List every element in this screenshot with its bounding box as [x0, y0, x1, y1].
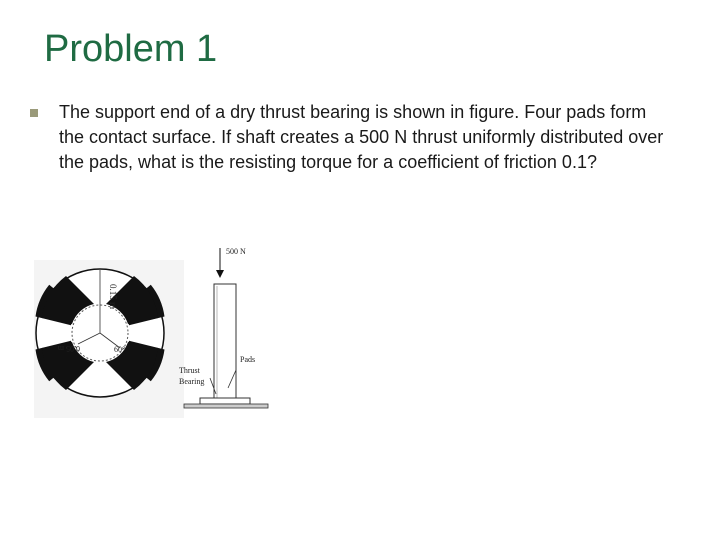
pads-label: Pads	[240, 355, 256, 364]
thrust-bearing-figure	[34, 238, 284, 420]
thrust-label-line2: Bearing	[179, 377, 205, 386]
bearing-base	[184, 404, 268, 408]
bearing-collar	[200, 398, 250, 404]
problem-text: The support end of a dry thrust bearing is shown in figure. Four pads form the contact surface. If shaft creates a 500 N thrust uniformly distributed over the pads, what is the resisting torque for a coefficient of friction 0.1?	[59, 102, 664, 172]
force-arrow-head	[216, 270, 224, 278]
slide-title: Problem 1	[44, 28, 218, 70]
bullet-square-icon	[30, 109, 38, 117]
inner-dim-label: 0.05 m	[57, 344, 80, 353]
thrust-label-line1: Thrust	[179, 366, 200, 375]
bearing-diagram	[34, 238, 284, 420]
outer-dim-label: 0.15 m	[108, 284, 118, 310]
angle-label: 60°	[114, 345, 126, 354]
bearing-top-view	[36, 269, 165, 397]
force-label: 500 N	[226, 247, 246, 256]
